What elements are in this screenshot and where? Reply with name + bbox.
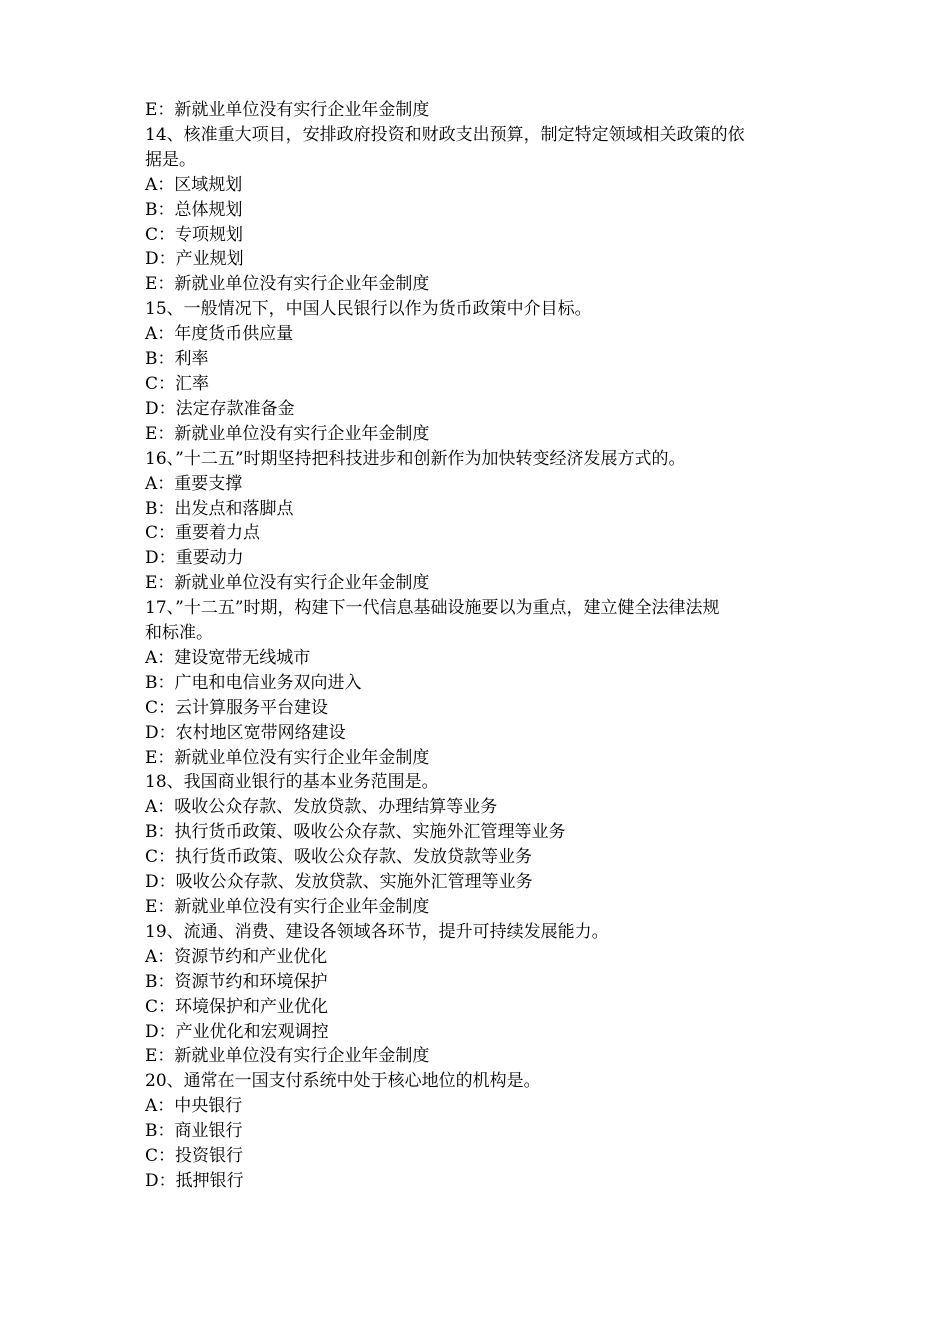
question-14: 14、核准重大项目，安排政府投资和财政支出预算，制定特定领域相关政策的依	[145, 124, 745, 145]
option-c: C：环境保护和产业优化	[145, 996, 329, 1017]
option-c: C：云计算服务平台建设	[145, 697, 329, 718]
option-a: A：建设宽带无线城市	[145, 647, 311, 668]
option-c: C：汇率	[145, 373, 210, 394]
option-c: C：重要着力点	[145, 523, 261, 544]
option-b: B：出发点和落脚点	[145, 498, 294, 519]
option-b: B：资源节约和环境保护	[145, 971, 328, 992]
option-e: E：新就业单位没有实行企业年金制度	[145, 747, 430, 768]
option-a: A：吸收公众存款、发放贷款、办理结算等业务	[145, 797, 498, 818]
question-15: 15、一般情况下，中国人民银行以作为货币政策中介目标。	[145, 299, 592, 320]
option-d: D：产业规划	[145, 249, 244, 270]
option-d: D：吸收公众存款、发放贷款、实施外汇管理等业务	[145, 872, 533, 893]
option-c: C：专项规划	[145, 224, 244, 245]
option-e: E：新就业单位没有实行企业年金制度	[145, 274, 430, 295]
option-d: D：产业优化和宏观调控	[145, 1021, 329, 1042]
option-b: B：执行货币政策、吸收公众存款、实施外汇管理等业务	[145, 822, 566, 843]
option-a: A：区域规划	[145, 174, 243, 195]
question-17-continued: 和标准。	[145, 623, 213, 644]
option-a: A：重要支撑	[145, 473, 243, 494]
question-18: 18、我国商业银行的基本业务范围是。	[145, 772, 439, 793]
option-d: D：法定存款准备金	[145, 398, 295, 419]
option-d: D：抵押银行	[145, 1170, 244, 1191]
option-b: B：总体规划	[145, 199, 243, 220]
option-d: D：重要动力	[145, 548, 244, 569]
option-a: A：中央银行	[145, 1096, 243, 1117]
option-a: A：资源节约和产业优化	[145, 946, 328, 967]
question-19: 19、流通、消费、建设各领域各环节，提升可持续发展能力。	[145, 921, 609, 942]
question-14-continued: 据是。	[145, 149, 196, 170]
option-e: E：新就业单位没有实行企业年金制度	[145, 573, 430, 594]
option-d: D：农村地区宽带网络建设	[145, 722, 346, 743]
option-b: B：商业银行	[145, 1121, 243, 1142]
option-e: E：新就业单位没有实行企业年金制度	[145, 897, 430, 917]
option-c: C：投资银行	[145, 1146, 244, 1167]
option-e: E：新就业单位没有实行企业年金制度	[145, 423, 430, 444]
document-body	[145, 98, 815, 1194]
option-a: A：年度货币供应量	[145, 324, 294, 345]
option-c: C：执行货币政策、吸收公众存款、发放贷款等业务	[145, 847, 533, 868]
question-20: 20、通常在一国支付系统中处于核心地位的机构是。	[145, 1071, 541, 1092]
option-b: B：利率	[145, 349, 209, 370]
option-b: B：广电和电信业务双向进入	[145, 672, 362, 693]
option-e: E：新就业单位没有实行企业年金制度	[145, 1046, 430, 1067]
question-16: 16、”十二五”时期坚持把科技进步和创新作为加快转变经济发展方式的。	[145, 448, 686, 469]
option-e: E：新就业单位没有实行企业年金制度	[145, 100, 430, 120]
question-17: 17、”十二五”时期，构建下一代信息基础设施要以为重点，建立健全法律法规	[145, 598, 720, 619]
